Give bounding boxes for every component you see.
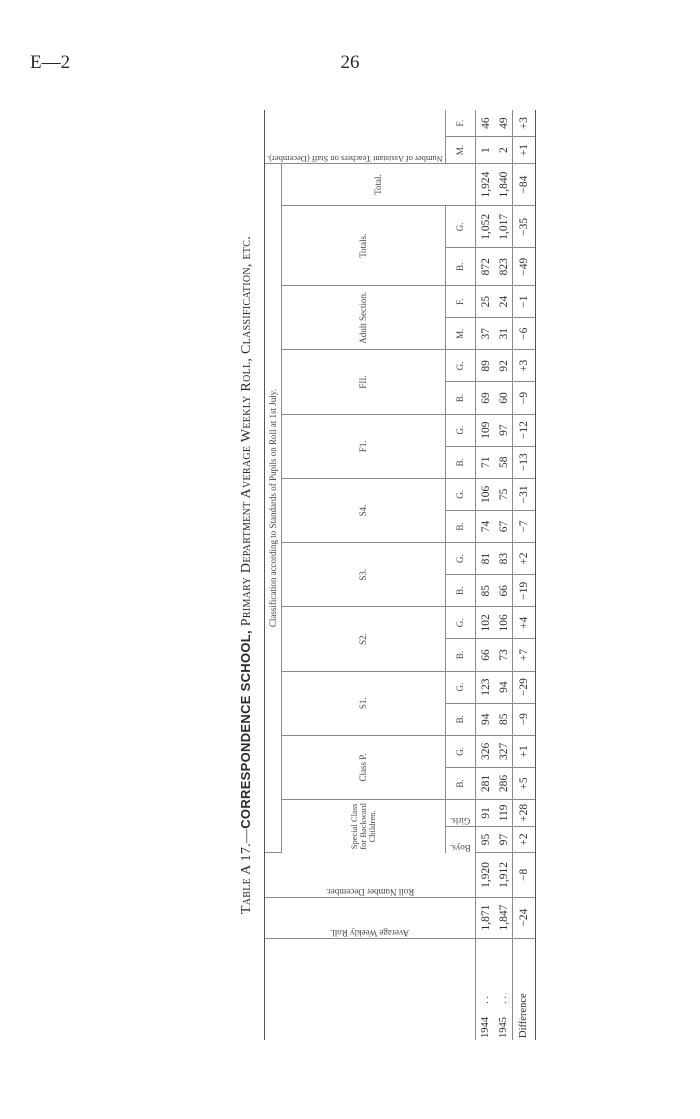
g-header: G.	[445, 671, 475, 703]
table-cell: 94	[475, 703, 494, 735]
b-header: B.	[445, 446, 475, 478]
table-cell: +3	[512, 350, 535, 382]
row-label: 1945 . .	[497, 996, 509, 1038]
table-cell: 1,017	[494, 206, 513, 248]
table-cell: +7	[512, 639, 535, 671]
page-number: 26	[340, 52, 360, 73]
special-class-header: Special Class for Backward Children.	[282, 800, 446, 853]
table-cell: 106	[475, 478, 494, 510]
table-row-difference	[512, 110, 535, 1040]
table-cell: 1,052	[475, 206, 494, 248]
table-cell: 31	[494, 318, 513, 350]
table-cell: −7	[512, 510, 535, 542]
g-header: G.	[445, 350, 475, 382]
table-cell: −29	[512, 671, 535, 703]
table-cell: 67	[494, 510, 513, 542]
table-row	[494, 110, 513, 1040]
table-cell: 872	[475, 248, 494, 286]
table-cell: 66	[475, 639, 494, 671]
rotated-table-page	[238, 110, 530, 1040]
table-cell: +3	[512, 110, 535, 137]
table-row	[475, 110, 494, 1040]
g-header: G.	[445, 206, 475, 248]
table-cell: +1	[512, 137, 535, 164]
table-cell: 75	[494, 478, 513, 510]
s3-header: S3.	[282, 543, 446, 607]
title-rest: Primary Department Average Weekly Roll, Classification, etc.	[239, 235, 254, 627]
b-header: B.	[445, 639, 475, 671]
table-cell: 60	[494, 382, 513, 414]
table-cell: −6	[512, 318, 535, 350]
table-cell: +2	[512, 543, 535, 575]
table-cell: 97	[494, 414, 513, 446]
label-column-header	[265, 938, 476, 1040]
table-cell: 69	[475, 382, 494, 414]
table-cell: 49	[494, 110, 513, 137]
g-header: G.	[445, 414, 475, 446]
table-cell: 58	[494, 446, 513, 478]
table-cell: 85	[475, 575, 494, 607]
table-cell: 2	[494, 137, 513, 164]
table-cell: 823	[494, 248, 513, 286]
table-cell: −84	[512, 163, 535, 205]
table-cell: +1	[512, 735, 535, 767]
table-cell: 24	[494, 286, 513, 318]
table-cell: −9	[512, 703, 535, 735]
table-cell: 85	[494, 703, 513, 735]
adult-section-header: Adult Section.	[282, 286, 446, 350]
table-cell: −24	[512, 897, 535, 938]
b-header: B.	[445, 703, 475, 735]
table-cell: 37	[475, 318, 494, 350]
s4-header: S4.	[282, 478, 446, 542]
table-cell: −13	[512, 446, 535, 478]
roll-number-header: Roll Number December.	[265, 853, 476, 897]
table-cell: 46	[475, 110, 494, 137]
table-cell: −12	[512, 414, 535, 446]
girls-header: Girls.	[445, 800, 475, 827]
m-header: M.	[445, 137, 475, 164]
boys-header: Boys.	[445, 826, 475, 853]
b-header: B.	[445, 382, 475, 414]
g-header: G.	[445, 735, 475, 767]
table-cell: 327	[494, 735, 513, 767]
total-header: Total.	[282, 163, 476, 205]
table-cell: 74	[475, 510, 494, 542]
table-cell: 106	[494, 607, 513, 639]
table-cell: 1,840	[494, 163, 513, 205]
table-cell: 73	[494, 639, 513, 671]
table-cell: 1,912	[494, 853, 513, 897]
table-cell: −35	[512, 206, 535, 248]
m-header: M.	[445, 318, 475, 350]
table-cell: 83	[494, 543, 513, 575]
table-cell: 1,871	[475, 897, 494, 938]
assistant-teachers-header: Number of Assistant Teachers on Staff (December).	[265, 110, 446, 163]
table-cell: +2	[512, 826, 535, 853]
table-cell: 102	[475, 607, 494, 639]
row-label: 1944 . .	[479, 996, 491, 1038]
b-header: B.	[445, 767, 475, 799]
table-cell: −9	[512, 382, 535, 414]
title-prefix: Table A 17.—	[239, 828, 254, 915]
table-cell: 123	[475, 671, 494, 703]
table-title	[238, 110, 255, 1040]
avg-weekly-roll-header: Average Weekly Roll.	[265, 897, 476, 938]
table-cell: −1	[512, 286, 535, 318]
table-cell: 66	[494, 575, 513, 607]
table-cell: 25	[475, 286, 494, 318]
table-cell: 119	[494, 800, 513, 827]
table-cell: 281	[475, 767, 494, 799]
table-cell: 286	[494, 767, 513, 799]
table-cell: +28	[512, 800, 535, 827]
data-table	[264, 110, 536, 1040]
classification-group-header: Classification according to Standards of Pupils on Roll at 1st July.	[265, 163, 282, 852]
table-cell: −49	[512, 248, 535, 286]
table-cell: +4	[512, 607, 535, 639]
table-cell: 89	[475, 350, 494, 382]
f2-header: FII.	[282, 350, 446, 414]
table-cell: 1	[475, 137, 494, 164]
table-cell: 109	[475, 414, 494, 446]
table-cell: −8	[512, 853, 535, 897]
g-header: G.	[445, 543, 475, 575]
table-cell: 1,847	[494, 897, 513, 938]
class-p-header: Class P.	[282, 735, 446, 799]
s2-header: S2.	[282, 607, 446, 671]
b-header: B.	[445, 248, 475, 286]
table-cell: 1,920	[475, 853, 494, 897]
table-cell: 1,924	[475, 163, 494, 205]
f-header: F.	[445, 110, 475, 137]
table-cell: 81	[475, 543, 494, 575]
table-cell: 94	[494, 671, 513, 703]
table-cell: 92	[494, 350, 513, 382]
table-cell: +5	[512, 767, 535, 799]
f-header: F.	[445, 286, 475, 318]
page-code: E—2	[30, 52, 71, 73]
table-cell: 95	[475, 826, 494, 853]
b-header: B.	[445, 510, 475, 542]
table-cell: −31	[512, 478, 535, 510]
s1-header: S1.	[282, 671, 446, 735]
b-header: B.	[445, 575, 475, 607]
table-cell: 326	[475, 735, 494, 767]
totals-header: Totals.	[282, 206, 446, 286]
table-cell: 91	[475, 800, 494, 827]
g-header: G.	[445, 607, 475, 639]
f1-header: F1.	[282, 414, 446, 478]
row-label: Difference	[512, 938, 535, 1040]
g-header: G.	[445, 478, 475, 510]
title-bold: CORRESPONDENCE SCHOOL,	[238, 630, 253, 829]
table-cell: −19	[512, 575, 535, 607]
table-cell: 97	[494, 826, 513, 853]
table-cell: 71	[475, 446, 494, 478]
